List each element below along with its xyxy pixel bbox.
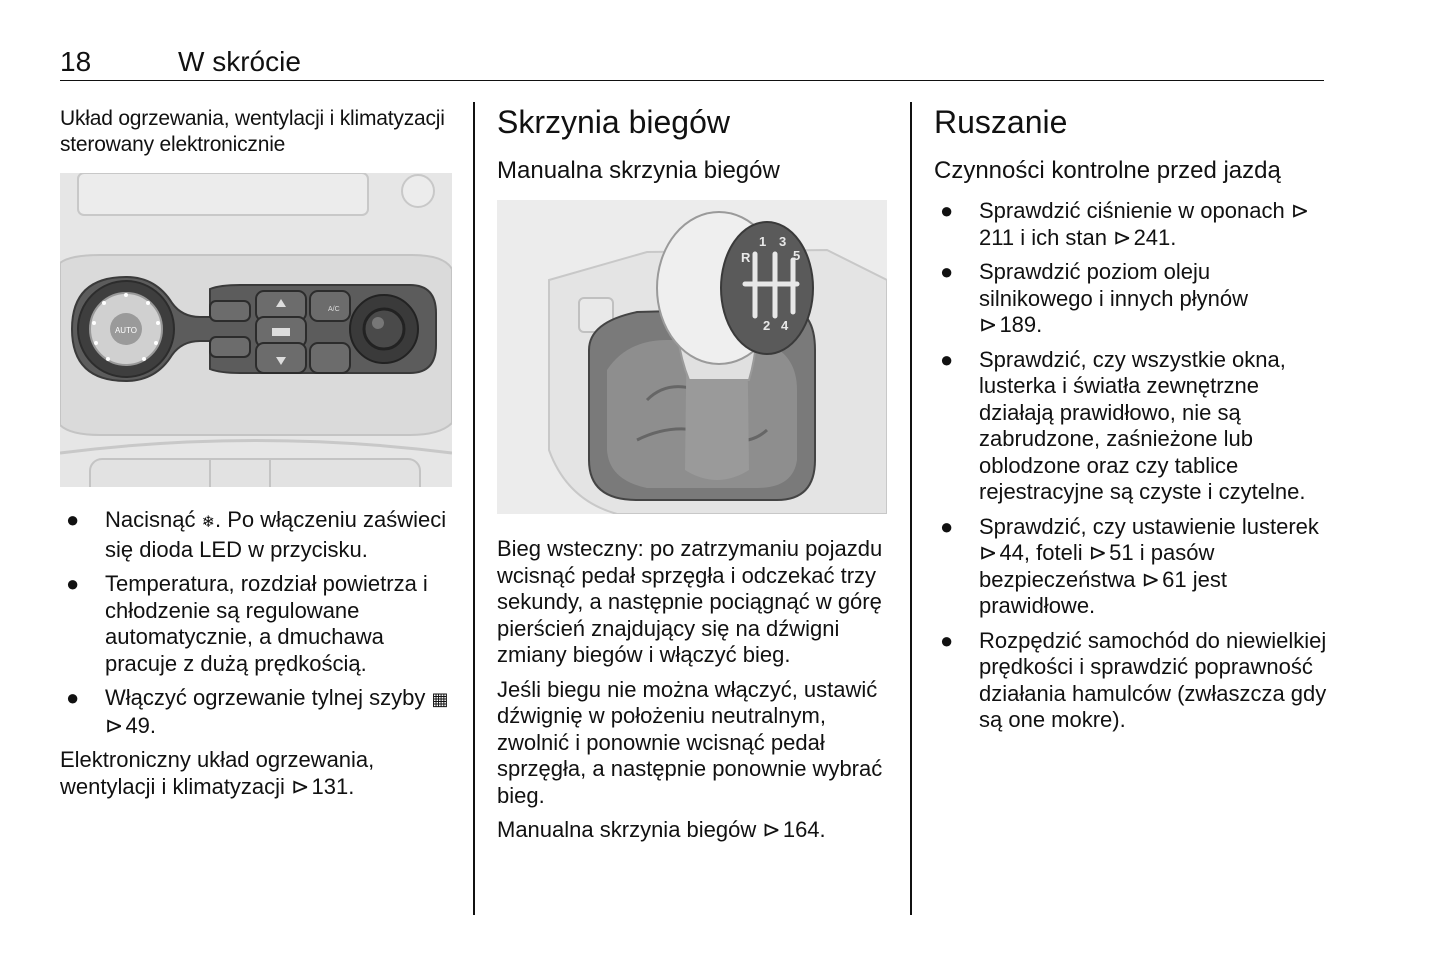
bullet-icon: ● (66, 571, 80, 596)
bullet-icon: ● (940, 259, 954, 284)
gear-label-r: R (741, 250, 751, 265)
page-ref-icon: ⊳ (1088, 540, 1108, 565)
page-ref-icon: ⊳ (979, 540, 998, 565)
gear-engage-text: Jeśli biegu nie można włączyć, ustawić dźwignię w położeniu neutralnym, zwolnić i ponownie wcisnąć pedał sprzęgła, a następnie ponownie wybrać bieg. (497, 676, 883, 808)
list-item (934, 347, 1329, 506)
column-divider (473, 102, 475, 915)
list-item (934, 259, 1329, 339)
list-item (60, 507, 452, 563)
bullet-icon: ● (940, 627, 954, 653)
page-number: 18 (60, 46, 92, 77)
gear-label-3: 3 (779, 234, 787, 249)
bullet-text: Włączyć ogrzewanie tylnej szyby (105, 685, 432, 710)
page-ref-icon: ⊳ (762, 817, 781, 842)
gear-label-4: 4 (781, 318, 789, 333)
max-defrost-icon: ❄ (201, 514, 215, 531)
page-ref[interactable]: 44, (999, 540, 1031, 565)
item-text: i pasów bezpieczeństwa (979, 540, 1215, 592)
list-item (60, 685, 452, 739)
page-ref-icon: ⊳ (1141, 566, 1161, 592)
page-ref-icon: ⊳ (1113, 224, 1132, 250)
gear-label-5: 5 (793, 248, 801, 263)
bullet-text: . Po włączeniu zaświeci się dioda LED w przycisku. (105, 507, 447, 562)
list-item (934, 198, 1329, 251)
ac-label: A/C (328, 306, 340, 313)
page-ref-icon: ⊳ (105, 712, 124, 738)
page-ref[interactable]: 241. (1133, 224, 1177, 250)
item-text: foteli (1030, 540, 1089, 565)
bullet-icon: ● (940, 513, 954, 539)
page-ref[interactable]: 51 (1109, 540, 1134, 565)
page-header (60, 44, 1324, 81)
list-item (934, 628, 1329, 734)
gearbox-ref (497, 817, 889, 844)
column-climate (60, 100, 452, 808)
gear-label-1: 1 (759, 234, 767, 249)
bullet-text: Temperatura, rozdział powietrza i chłodzenie są regulowane automatycznie, a dmuchawa pracuje z dużą prędkością. (105, 571, 428, 676)
page-ref[interactable]: 49. (125, 712, 157, 738)
column-gearbox (497, 100, 889, 852)
climate-intro: Układ ogrzewania, wentylacji i klimatyzacji sterowany elektronicznie (60, 107, 445, 156)
pre-drive-checklist (934, 198, 1329, 734)
item-text: Rozpędzić samochód do niewielkiej prędkości i sprawdzić poprawność działania hamulców (zwłaszcza gdy są one mokre). (979, 627, 1327, 732)
page-ref-icon: ⊳ (979, 312, 998, 337)
item-text: Sprawdzić, czy ustawienie lusterek (979, 513, 1319, 539)
page-ref[interactable]: 131. (311, 773, 355, 799)
reverse-gear-text: Bieg wsteczny: po zatrzymaniu pojazdu wcisnąć pedał sprzęgła i odczekać trzy sekundy, a następnie pociągnąć w górę pierścień znajdujący się na dźwigni zmiany biegów i włączyć bieg. (497, 536, 883, 667)
list-item (60, 571, 452, 677)
item-text: Sprawdzić ciśnienie w oponach (979, 198, 1285, 223)
bullet-icon: ● (940, 198, 954, 223)
page-ref[interactable]: 211 (979, 224, 1015, 250)
page-ref-icon: ⊳ (291, 773, 310, 799)
bullet-text: Nacisnąć (105, 507, 202, 532)
bullet-icon: ● (940, 346, 954, 372)
page-ref[interactable]: 61 (1162, 566, 1187, 592)
section-title: W skrócie (178, 46, 301, 77)
column-divider (910, 102, 912, 915)
starting-subtitle: Czynności kontrolne przed jazdą (934, 157, 1281, 184)
item-text: jest prawidłowe. (979, 566, 1227, 618)
ref-text: Manualna skrzynia biegów (497, 817, 757, 842)
page-ref[interactable]: 164. (782, 817, 826, 842)
item-text: Sprawdzić, czy wszystkie okna, lusterka i światła zewnętrzne działają prawidłowo, nie są zabrudzone, zaśnieżone lub oblodzone oraz czy tablice rejestracyjne są czyste i czytelne. (979, 346, 1306, 504)
climate-footer (60, 747, 452, 800)
page-ref-icon: ⊳ (1290, 198, 1310, 223)
auto-label: AUTO (114, 326, 138, 335)
item-text: Sprawdzić poziom oleju silnikowego i innych płynów (979, 259, 1249, 311)
rear-window-heater-icon: ▦ (431, 689, 449, 709)
gearbox-title: Skrzynia biegów (497, 104, 730, 140)
gearbox-subtitle: Manualna skrzynia biegów (497, 157, 780, 184)
gear-label-2: 2 (763, 318, 771, 333)
column-starting (934, 100, 1329, 742)
climate-bullets (60, 507, 452, 739)
page-ref[interactable]: 189. (999, 312, 1043, 337)
list-item (934, 514, 1329, 620)
starting-title: Ruszanie (934, 104, 1068, 140)
gear-knob-figure (497, 200, 887, 514)
footer-text: Elektroniczny układ ogrzewania, wentylacji i klimatyzacji (60, 747, 375, 799)
item-text: i ich stan (1014, 224, 1114, 250)
climate-control-figure (60, 173, 452, 487)
bullet-icon: ● (66, 507, 80, 532)
bullet-icon: ● (66, 685, 80, 710)
